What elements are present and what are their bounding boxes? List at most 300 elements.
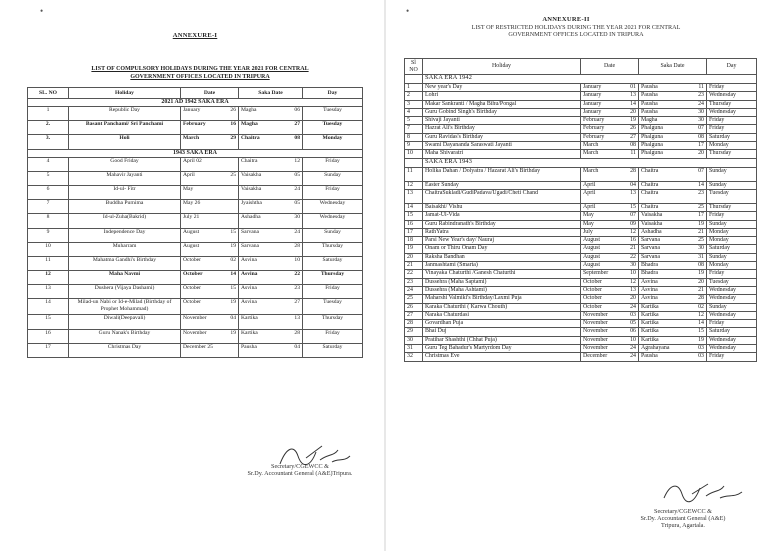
cell-saka-date xyxy=(639,117,707,125)
saka-day: 03 xyxy=(698,353,704,360)
table-row xyxy=(405,328,757,336)
date-day: 06 xyxy=(630,328,636,335)
header-day-right: Day xyxy=(707,59,757,75)
saka-day: 12 xyxy=(698,311,704,318)
table-row xyxy=(405,270,757,278)
annexure-ii-title-line2: GOVERNMENT OFFICES LOCATED IN TRIPURA xyxy=(508,31,644,39)
corner-mark-right: • xyxy=(406,6,410,16)
cell-day: Saturday xyxy=(707,245,757,253)
annexure-ii-title xyxy=(416,24,736,38)
cell-sl-no: 25 xyxy=(405,295,423,303)
date-month: October xyxy=(583,278,602,285)
cell-date xyxy=(181,271,239,285)
cell-holiday: Govardhan Puja xyxy=(423,320,581,328)
table-row xyxy=(405,125,757,133)
cell-sl-no: 32 xyxy=(405,353,423,361)
saka-month: Asvina xyxy=(641,278,658,285)
cell-date xyxy=(181,242,239,256)
section-row-saka-1943 xyxy=(405,158,757,167)
cell-saka-date xyxy=(239,329,303,343)
saka-month: Sarvana xyxy=(641,237,660,244)
date-month: October xyxy=(583,303,602,310)
cell-sl-no: 7 xyxy=(28,200,69,214)
cell-date xyxy=(581,133,639,141)
cell-sl-no: 14 xyxy=(28,299,69,315)
cell-saka-date xyxy=(639,278,707,286)
saka-month: Agrahayana xyxy=(641,345,670,352)
cell-saka-date xyxy=(639,189,707,203)
saka-day: 07 xyxy=(698,125,704,132)
saka-day: 19 xyxy=(698,220,704,227)
cell-day: Sunday xyxy=(303,228,363,242)
cell-saka-date xyxy=(639,345,707,353)
cell-date xyxy=(581,286,639,294)
cell-holiday: Dushera (Vijaya Dashami) xyxy=(69,285,181,299)
signature-right xyxy=(658,478,748,506)
date-month: November xyxy=(583,328,608,335)
cell-holiday: Jamat-Ul-Vida xyxy=(423,212,581,220)
date-day: 12 xyxy=(630,278,636,285)
cell-day: Thursday xyxy=(707,100,757,108)
cell-date xyxy=(581,295,639,303)
saka-day: 24 xyxy=(294,185,300,192)
cell-date xyxy=(581,237,639,245)
cell-holiday: Karaka Chaturthi ( Karwa Chouth) xyxy=(423,303,581,311)
cell-saka-date xyxy=(639,245,707,253)
cell-date xyxy=(581,125,639,133)
date-month: May xyxy=(583,220,594,227)
date-day: 14 xyxy=(630,100,636,107)
cell-day: Thursday xyxy=(303,271,363,285)
section-row-1942 xyxy=(28,99,363,107)
date-day: 07 xyxy=(630,212,636,219)
cell-saka-date xyxy=(639,150,707,158)
date-day: 28 xyxy=(630,167,636,174)
cell-day: Sunday xyxy=(707,303,757,311)
cell-holiday: Good Friday xyxy=(69,157,181,171)
cell-holiday: Basant Panchami/ Sri Panchami xyxy=(69,121,181,135)
cell-date xyxy=(181,214,239,228)
date-month: February xyxy=(583,125,605,132)
cell-sl-no: 11 xyxy=(405,167,423,181)
cell-day: Friday xyxy=(707,84,757,92)
table-row xyxy=(28,242,363,256)
cell-saka-date xyxy=(239,285,303,299)
cell-sl-no: 31 xyxy=(405,345,423,353)
date-month: March xyxy=(183,135,200,142)
cell-sl-no: 17 xyxy=(405,228,423,236)
cell-sl-no: 30 xyxy=(405,336,423,344)
date-month: October xyxy=(183,285,202,292)
cell-sl-no: 4 xyxy=(405,108,423,116)
table-section-saka-1942 xyxy=(405,75,757,159)
cell-saka-date xyxy=(239,228,303,242)
table-row xyxy=(405,303,757,311)
cell-day: Monday xyxy=(707,262,757,270)
cell-day: Wednesday xyxy=(303,214,363,228)
cell-saka-date xyxy=(239,157,303,171)
table-row xyxy=(28,256,363,270)
cell-holiday: Diwali(Deepavali) xyxy=(69,315,181,329)
date-day: 16 xyxy=(230,121,236,128)
cell-saka-date xyxy=(639,125,707,133)
cell-day: Thursday xyxy=(303,242,363,256)
cell-sl-no: 8 xyxy=(28,214,69,228)
cell-holiday: Easter Sunday xyxy=(423,181,581,189)
cell-sl-no: 23 xyxy=(405,278,423,286)
table-row xyxy=(405,345,757,353)
cell-date xyxy=(581,270,639,278)
date-day: 02 xyxy=(230,256,236,263)
date-month: October xyxy=(183,299,202,306)
cell-sl-no: 24 xyxy=(405,286,423,294)
saka-month: Chaitra xyxy=(241,135,260,142)
cell-sl-no: 14 xyxy=(405,203,423,211)
date-day: 15 xyxy=(230,285,236,292)
cell-day: Wednesday xyxy=(303,200,363,214)
cell-saka-date xyxy=(239,185,303,199)
saka-month: Pausha xyxy=(241,343,257,350)
saka-day: 08 xyxy=(698,133,704,140)
cell-holiday: Maha Navmi xyxy=(69,271,181,285)
cell-day: Saturday xyxy=(707,133,757,141)
cell-saka-date xyxy=(639,320,707,328)
section-row-saka-1942 xyxy=(405,75,757,84)
cell-holiday: Lohri xyxy=(423,92,581,100)
cell-sl-no: 4 xyxy=(28,157,69,171)
cell-saka-date xyxy=(239,299,303,315)
table-row xyxy=(405,253,757,261)
saka-day: 13 xyxy=(294,315,300,322)
cell-date xyxy=(581,108,639,116)
saka-month: Phalguna xyxy=(641,142,663,149)
cell-date xyxy=(181,285,239,299)
saka-month: Jyaishtha xyxy=(241,200,262,207)
cell-day: Thursday xyxy=(707,150,757,158)
table-row xyxy=(405,84,757,92)
cell-day: Friday xyxy=(303,185,363,199)
cell-saka-date xyxy=(639,311,707,319)
cell-date xyxy=(581,345,639,353)
cell-sl-no: 3 xyxy=(405,100,423,108)
table-row xyxy=(405,320,757,328)
cell-sl-no: 2. xyxy=(28,121,69,135)
date-month: December xyxy=(583,353,608,360)
cell-saka-date xyxy=(639,133,707,141)
cell-holiday: Holi xyxy=(69,135,181,149)
date-month: April 02 xyxy=(183,157,202,164)
cell-saka-date xyxy=(639,228,707,236)
saka-day: 20 xyxy=(698,150,704,157)
cell-holiday: Dussehra (Maha Ashtami) xyxy=(423,286,581,294)
section-label-1942: 2021 AD 1942 SAKA ERA xyxy=(28,99,363,107)
saka-day: 21 xyxy=(698,228,704,235)
saka-month: Pausha xyxy=(641,84,658,90)
date-day: 10 xyxy=(630,336,636,343)
saka-day: 07 xyxy=(698,167,704,174)
saka-month: Bhadra xyxy=(641,270,659,277)
saka-day: 05 xyxy=(294,171,300,178)
cell-holiday: Makar Sankranti / Magha Bihu/Pongal xyxy=(423,100,581,108)
date-day: 13 xyxy=(630,92,636,99)
date-month: March xyxy=(583,142,599,149)
table-row xyxy=(405,286,757,294)
date-day: 13 xyxy=(630,286,636,293)
cell-date xyxy=(581,336,639,344)
cell-holiday: Milad-un Nabi or Id-e-Milad (Birthday of Prophet Mohammad) xyxy=(69,299,181,315)
cell-sl-no: 16 xyxy=(28,329,69,343)
cell-date xyxy=(581,189,639,203)
table-row xyxy=(405,108,757,116)
date-day: 24 xyxy=(630,353,636,360)
cell-holiday: Baisakhi/ Vishu xyxy=(423,203,581,211)
saka-month: Pausha xyxy=(641,108,658,115)
section-spacer-cell xyxy=(405,158,423,167)
date-day: 13 xyxy=(630,189,636,196)
date-day: 10 xyxy=(630,270,636,277)
cell-date xyxy=(581,278,639,286)
cell-date xyxy=(581,203,639,211)
cell-date xyxy=(581,181,639,189)
saka-month: Asvina xyxy=(241,256,257,263)
cell-holiday: Raksha Bandhan xyxy=(423,253,581,261)
saka-day: 27 xyxy=(294,121,300,128)
date-month: October xyxy=(183,271,203,278)
cell-saka-date xyxy=(639,303,707,311)
table-section-1943 xyxy=(28,149,363,357)
saka-day: 21 xyxy=(698,286,704,293)
saka-month: Asvina xyxy=(241,285,257,292)
cell-holiday: Swami Dayananda Saraswati Jayanti xyxy=(423,142,581,150)
table-row xyxy=(28,185,363,199)
cell-sl-no: 11 xyxy=(28,256,69,270)
saka-day: 20 xyxy=(698,278,704,285)
saka-day: 27 xyxy=(294,299,300,306)
cell-saka-date xyxy=(639,262,707,270)
header-day: Day xyxy=(303,88,363,99)
cell-sl-no: 18 xyxy=(405,237,423,245)
cell-holiday: Guru Gobind Singh's Birthday xyxy=(423,108,581,116)
saka-month: Pausha xyxy=(641,353,658,360)
annexure-i-label: ANNEXURE-I xyxy=(172,32,218,39)
cell-holiday: Guru Rabindranath's Birthday xyxy=(423,220,581,228)
cell-date xyxy=(181,343,239,357)
cell-saka-date xyxy=(639,142,707,150)
date-month: February xyxy=(583,133,605,140)
saka-month: Vaisakha xyxy=(241,185,262,192)
cell-saka-date xyxy=(639,181,707,189)
cell-holiday: Id-ul-Zuha(Bakrid) xyxy=(69,214,181,228)
cell-date xyxy=(181,200,239,214)
cell-day: Tuesday xyxy=(303,107,363,121)
table-row xyxy=(405,228,757,236)
cell-day: Friday xyxy=(707,125,757,133)
date-month: November xyxy=(583,336,608,343)
cell-day: Wednesday xyxy=(707,108,757,116)
saka-day: 30 xyxy=(698,108,704,115)
saka-month: Sarvana xyxy=(641,253,660,260)
cell-holiday: RathYatra xyxy=(423,228,581,236)
date-month: May xyxy=(183,185,194,192)
cell-day: Sunday xyxy=(707,181,757,189)
cell-sl-no: 12 xyxy=(28,271,69,285)
date-day: 22 xyxy=(630,253,636,260)
date-month: August xyxy=(183,242,200,249)
cell-day: Monday xyxy=(303,135,363,149)
cell-sl-no: 8 xyxy=(405,133,423,141)
date-month: November xyxy=(583,311,608,318)
cell-day: Friday xyxy=(303,157,363,171)
cell-sl-no: 10 xyxy=(28,242,69,256)
date-day: 01 xyxy=(630,84,636,90)
annexure-i-title xyxy=(40,66,360,81)
cell-sl-no: 16 xyxy=(405,220,423,228)
section-label-saka-1943: SAKA ERA 1943 xyxy=(423,158,757,167)
saka-month: Kartika xyxy=(641,320,659,327)
saka-month: Bhadra xyxy=(641,262,659,269)
cell-saka-date xyxy=(639,203,707,211)
table-row xyxy=(405,133,757,141)
date-day: 27 xyxy=(630,133,636,140)
date-month: November xyxy=(583,320,608,327)
cell-holiday: Christmas Eve xyxy=(423,353,581,361)
saka-day: 03 xyxy=(698,345,704,352)
cell-saka-date xyxy=(239,107,303,121)
saka-day: 28 xyxy=(294,329,300,336)
date-day: 09 xyxy=(630,220,636,227)
cell-sl-no: 6 xyxy=(28,185,69,199)
table-header-row-right xyxy=(405,59,757,75)
header-saka-date-right: Saka Date xyxy=(639,59,707,75)
cell-day: Friday xyxy=(707,353,757,361)
signatory-title-left: Secretary/CGEWCC & xyxy=(271,463,329,470)
saka-month: Sarvana xyxy=(241,228,260,235)
saka-day: 17 xyxy=(698,142,704,149)
saka-day: 19 xyxy=(698,336,704,343)
cell-sl-no: 15 xyxy=(405,212,423,220)
cell-sl-no: 1 xyxy=(28,107,69,121)
date-day: 26 xyxy=(630,125,636,132)
saka-day: 25 xyxy=(698,237,704,244)
saka-month: Kartika xyxy=(641,303,659,310)
saka-month: Chaitra xyxy=(641,167,659,174)
table-row xyxy=(28,121,363,135)
cell-day: Wednesday xyxy=(707,295,757,303)
saka-month: Chaitra xyxy=(241,157,258,164)
table-row xyxy=(405,150,757,158)
cell-day: Monday xyxy=(707,228,757,236)
saka-day: 22 xyxy=(294,271,300,278)
saka-day: 12 xyxy=(294,157,300,164)
table-row xyxy=(28,107,363,121)
table-row xyxy=(405,220,757,228)
table-row xyxy=(405,212,757,220)
saka-month: Vaisakha xyxy=(641,220,663,227)
cell-holiday: Janmashtami (Smarta) xyxy=(423,262,581,270)
signatory-place-right: Tripura, Agartala. xyxy=(661,522,705,529)
saka-day: 30 xyxy=(294,214,300,221)
table-row xyxy=(28,228,363,242)
date-month: April xyxy=(583,181,596,188)
saka-month: Magha xyxy=(241,121,258,128)
saka-month: Ashadha xyxy=(241,214,261,221)
cell-date xyxy=(581,212,639,220)
section-label-1943: 1943 SAKA ERA xyxy=(28,149,363,157)
section-row-1943 xyxy=(28,149,363,157)
date-day: 26 xyxy=(230,107,236,113)
cell-holiday: Guru Ravidas's Birthday xyxy=(423,133,581,141)
cell-date xyxy=(581,228,639,236)
date-day: 24 xyxy=(630,303,636,310)
cell-day: Wednesday xyxy=(707,92,757,100)
cell-day: Thursday xyxy=(303,315,363,329)
cell-saka-date xyxy=(639,328,707,336)
cell-holiday: Holika Dahan / Dolyatra / Hazarat Ali's Birthday xyxy=(423,167,581,181)
annexure-ii-title-line1: LIST OF RESTRICTED HOLIDAYS DURING THE YEAR 2021 FOR CENTRAL xyxy=(471,24,681,31)
cell-date xyxy=(581,353,639,361)
cell-saka-date xyxy=(239,256,303,270)
cell-saka-date xyxy=(639,92,707,100)
cell-holiday: Mahavir Jayanti xyxy=(69,171,181,185)
cell-saka-date xyxy=(639,295,707,303)
signature-block-left xyxy=(230,463,370,477)
cell-saka-date xyxy=(239,171,303,185)
date-month: August xyxy=(183,228,200,235)
table-row xyxy=(405,117,757,125)
cell-day: Friday xyxy=(303,285,363,299)
date-day: 25 xyxy=(230,171,236,178)
date-month: January xyxy=(583,100,602,107)
cell-sl-no: 10 xyxy=(405,150,423,158)
date-day: 08 xyxy=(630,142,636,149)
cell-saka-date xyxy=(239,214,303,228)
date-month: January xyxy=(183,107,201,113)
cell-saka-date xyxy=(639,353,707,361)
table-row xyxy=(28,135,363,149)
date-day: 24 xyxy=(630,345,636,352)
cell-day: Tuesday xyxy=(707,278,757,286)
cell-saka-date xyxy=(639,100,707,108)
date-month: July xyxy=(583,228,593,235)
table-header-row xyxy=(28,88,363,99)
section-label-saka-1942: SAKA ERA 1942 xyxy=(423,75,757,84)
table-row xyxy=(405,245,757,253)
cell-day: Friday xyxy=(303,329,363,343)
cell-holiday: Pratihar Shashthi (Chhat Puja) xyxy=(423,336,581,344)
cell-day: Saturday xyxy=(303,343,363,357)
date-month: July 21 xyxy=(183,214,200,221)
cell-date xyxy=(581,100,639,108)
cell-saka-date xyxy=(639,212,707,220)
date-month: February xyxy=(583,117,605,124)
signatory-office-right: Sr.Dy. Accountant General (A&E) xyxy=(640,515,726,522)
cell-holiday: Buddha Purnima xyxy=(69,200,181,214)
date-month: January xyxy=(583,92,602,99)
cell-day: Friday xyxy=(707,117,757,125)
cell-saka-date xyxy=(639,108,707,116)
cell-sl-no: 9 xyxy=(405,142,423,150)
saka-day: 14 xyxy=(698,181,704,188)
cell-date xyxy=(181,329,239,343)
table-row xyxy=(28,329,363,343)
annexure-ii-page xyxy=(386,0,768,551)
cell-holiday: Muharram xyxy=(69,242,181,256)
date-day: 14 xyxy=(230,271,236,278)
section-spacer-cell xyxy=(405,75,423,84)
cell-date xyxy=(581,117,639,125)
cell-holiday: Mahatma Gandhi's Birthday xyxy=(69,256,181,270)
saka-month: Magha xyxy=(241,107,257,113)
